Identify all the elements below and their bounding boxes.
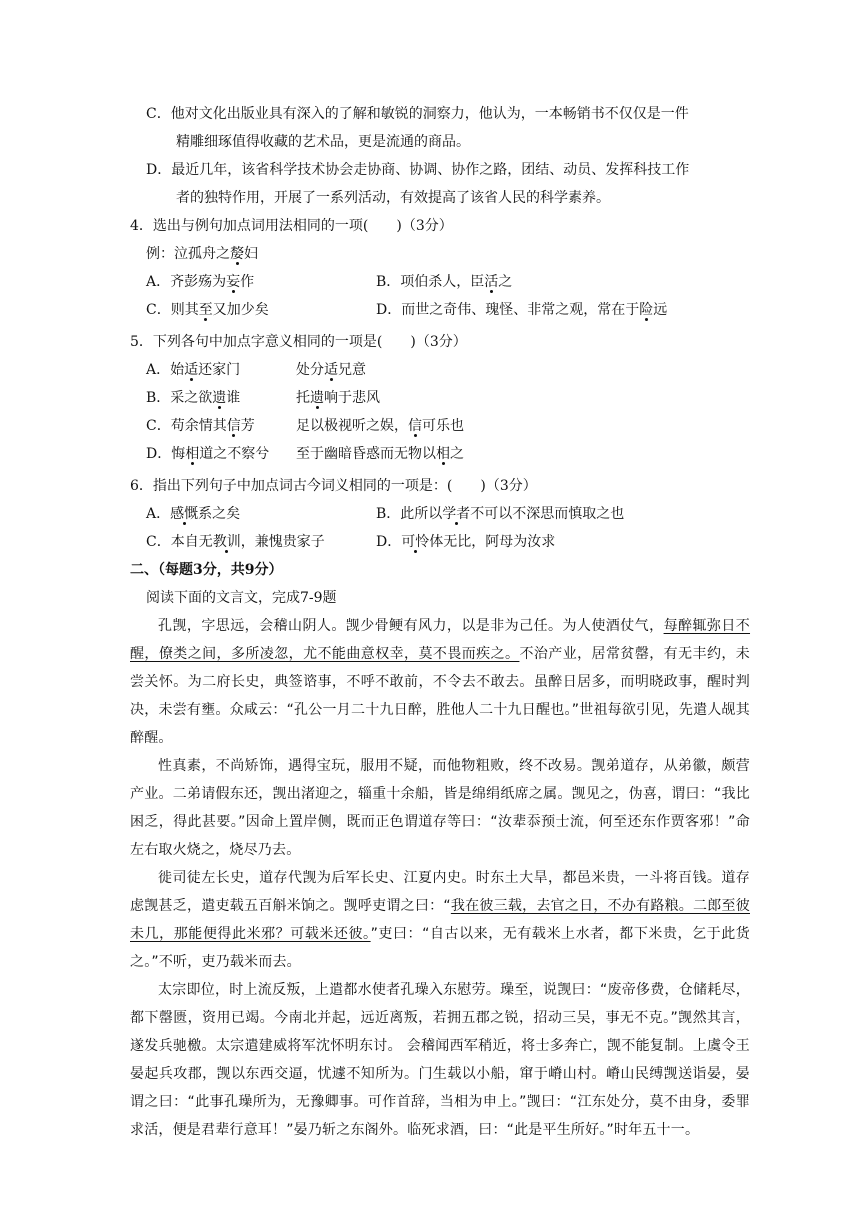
q6-stem: 6．指出下列句子中加点词古今词义相同的一项是：( )（3分）	[130, 478, 537, 494]
passage-paragraph-2: 性真素，不尚矫饰，遇得宝玩，服用不疑，而他物粗败，终不改易。觊弟道存，从弟徽，颇营产业。二弟请假东还，觊出渚迎之，辎重十余船，皆是绵绢纸席之属。觊见之，伪喜，谓曰：“我比困乏，得此甚要。”因命上置岸侧，既而正色谓道存等曰：“汝辈忝预士流，何至还东作贾客邪！”命左右取火烧之，烧尽乃去。	[130, 758, 750, 858]
emphasis-dot: 信	[226, 418, 241, 434]
section-heading: 二、（每题3分，共9分）	[130, 562, 283, 578]
q3-option-d-line1: D．最近几年，该省科学技术协会走协商、协调、协作之路，团结、动员、发挥科技工作	[146, 162, 690, 178]
text-span: 徙司徒左长史，道存代觊为后军长史、江夏内史。时东土大旱，都邑米贵，一斗将百钱。道存虑觊甚乏，遣吏载五百斛米饷之。觊呼吏谓之曰：“	[130, 870, 750, 914]
q5-option-a	[130, 356, 750, 384]
text-span: 足以极视听之娱，信可乐也	[296, 418, 464, 434]
emphasis-dot: 学者	[442, 506, 471, 522]
q4-option-a: A．齐彭殇为妄作	[146, 274, 255, 290]
q3-option-c-line1: C．他对文化出版业具有深入的了解和敏锐的洞察力，他认为，一本畅销书不仅仅是一件	[146, 106, 689, 122]
q6-options-cd	[130, 528, 750, 556]
emphasis-dot: 教训	[212, 534, 241, 550]
emphasis-dot: 信	[408, 418, 422, 434]
passage-paragraph-3	[130, 864, 750, 976]
emphasis-dot: 感慨	[170, 506, 199, 522]
q5-option-c	[130, 412, 750, 440]
text-span: B．此所以学者不可以不深思而慎取之也	[376, 506, 625, 522]
emphasis-dot: 适	[184, 362, 199, 378]
emphasis-dot: 可怜	[401, 534, 430, 550]
emphasis-dot: 妄	[226, 274, 241, 290]
text-span: D．悔相道之不察兮	[146, 446, 270, 462]
emphasis-dot: 适	[324, 362, 338, 378]
emphasis-dot: 遗	[212, 390, 227, 406]
q5-stem: 5．下列各句中加点字意义相同的一项是( )（3分）	[130, 334, 467, 350]
section-intro: 阅读下面的文言文，完成7-9题	[146, 590, 337, 606]
emphasis-dot: 相	[185, 446, 200, 462]
classical-passage	[130, 612, 750, 1144]
emphasis-dot: 险	[639, 302, 654, 318]
text-span: 不治产业，居常贫罄，有无丰约，未尝关怀。为二府长史，典签谘事，不呼不敢前，不令去不敢去。虽醉日居多，而明晓政事，醒时判决，未尝有壅。众咸云：“孔公一月二十九日醉，胜他人二十九日醒也。”世祖每欲引见，先遣人觇其醉醒。	[130, 646, 750, 746]
emphasis-dot: 至	[198, 302, 213, 318]
q5-option-b	[130, 384, 750, 412]
q3-option-c-line2: 精雕细琢值得收藏的艺术品，更是流通的商品。	[176, 134, 470, 150]
text-span: 至于幽暗昏惑而无物以相之	[296, 446, 464, 462]
q3-option-d-line2: 者的独特作用，开展了一系列活动，有效提高了该省人民的科学素养。	[176, 190, 610, 206]
q4-option-c: C．则其至又加少矣	[146, 302, 269, 318]
q4-options-ab	[130, 268, 750, 296]
emphasis-dot: 相	[436, 446, 450, 462]
emphasis-dot: 活	[484, 274, 499, 290]
text-span: A．感慨系之矣	[146, 506, 241, 522]
text-span: B．采之欲遗谁	[146, 390, 241, 406]
text-span: D．可怜体无比，阿母为汝求	[376, 534, 556, 550]
emphasis-dot: 遗	[310, 390, 324, 406]
text-span: C．苟余情其信芳	[146, 418, 255, 434]
q4-option-b: B．项伯杀人，臣活之	[376, 274, 513, 290]
q4-example: 例：泣孤舟之嫠妇	[146, 246, 258, 262]
text-span: 孔觊，字思远，会稽山阴人。觊少骨鲠有风力，以是非为己任。为人使酒仗气，	[158, 618, 664, 634]
passage-paragraph-1	[130, 612, 750, 752]
text-span: 处分适兄意	[296, 362, 366, 378]
q4-options-cd	[130, 296, 750, 324]
q4-option-d: D．而世之奇伟、瑰怪、非常之观，常在于险远	[376, 302, 668, 318]
passage-paragraph-4: 太宗即位，时上流反叛，上遣都水使者孔璪入东慰劳。璪至，说觊曰：“废帝侈费，仓储耗尽，都下罄匮，资用已竭。今南北并起，远近离叛，若拥五郡之锐，招动三吴，事无不克。”觊然其言，遂发兵驰檄。太宗遣建威将军沈怀明东讨。 会稽闻西军稍近，将士多奔亡，觊不能复制。上虞令王晏起兵攻郡，觊以东西交逼，忧遽不知所为。门生载以小船，窜于嵴山村。嵴山民缚觊送诣晏，晏谓之曰：“此事孔璪所为，无豫卿事。可作首辞，当相为申上。”觊曰：“江东处分，莫不由身，委罪求活，便是君辈行意耳！”晏乃斩之东阁外。临死求酒，曰：“此是平生所好。”时年五十一。	[130, 982, 750, 1138]
q5-option-d	[130, 440, 750, 468]
text-span: A．始适还家门	[146, 362, 241, 378]
emphasis-dot: 嫠	[230, 246, 244, 262]
text-span: 托遗响于悲风	[296, 390, 380, 406]
underlined-sentence: 每醉辄弥日不醒，僚类之间，多所凌忽，尤不能曲意权幸，莫不畏而疾之。	[130, 618, 751, 662]
underlined-sentence: 我在彼三载，去官之日，不办有路粮。二郎至彼未几，那能便得此米邪？可载米还彼。	[130, 898, 750, 942]
text-span: C．本自无教训，兼愧贵家子	[146, 534, 325, 550]
q4-stem: 4．选出与例句加点词用法相同的一项( )（3分）	[130, 218, 453, 234]
text-span: ”吏曰：“自古以来，无有载米上水者，都下米贵，乞于此货之。”不听，吏乃载米而去。	[130, 926, 750, 970]
q6-options-ab	[130, 500, 750, 528]
